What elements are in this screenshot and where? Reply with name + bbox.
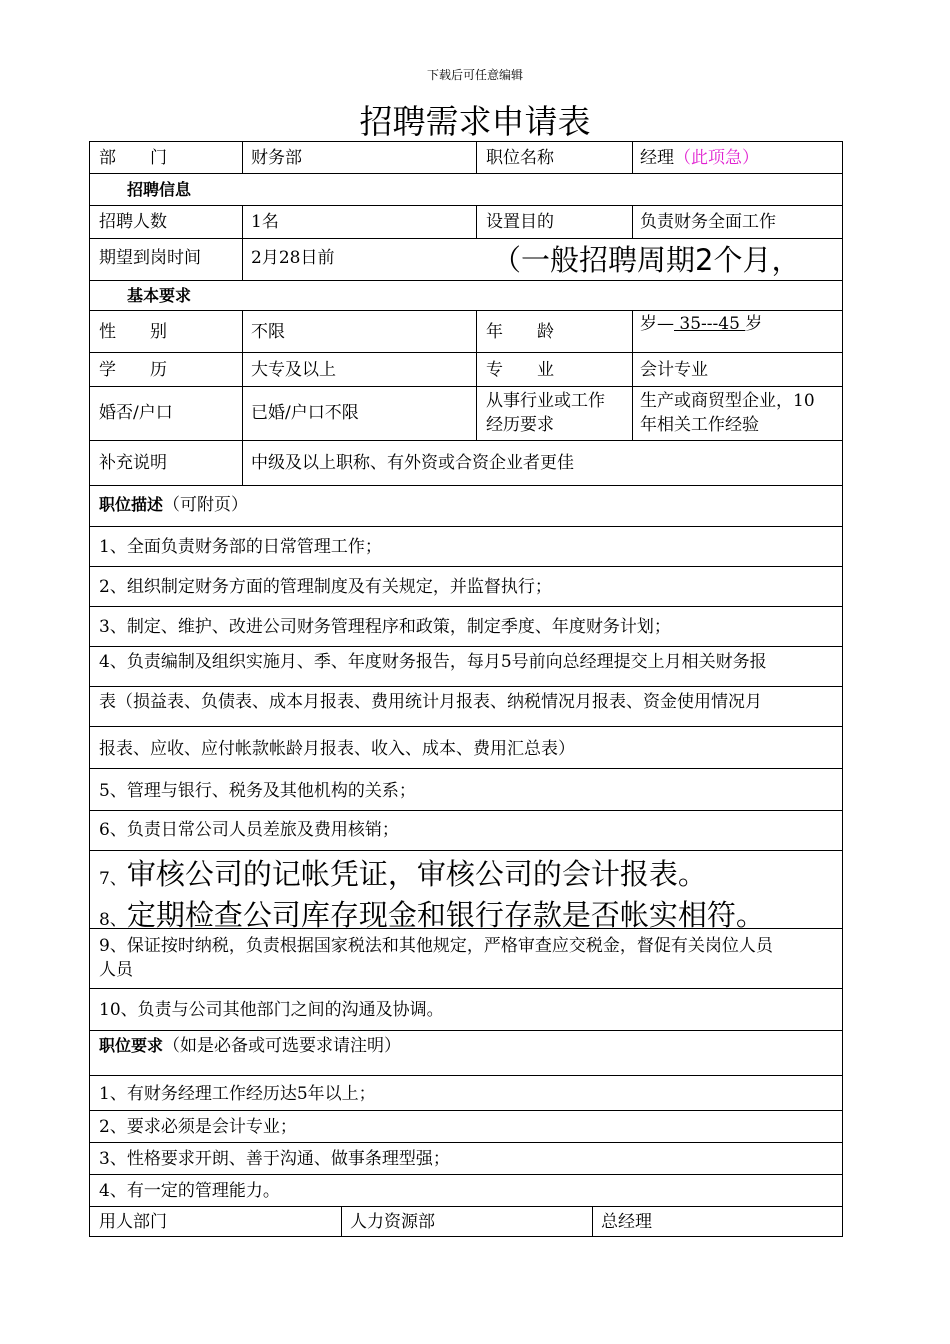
col-divider — [632, 205, 633, 238]
col-divider — [592, 1206, 593, 1237]
duty-item: 1、全面负责财务部的日常管理工作； — [99, 537, 382, 557]
duty-item: 2、组织制定财务方面的管理制度及有关规定，并监督执行； — [99, 577, 552, 597]
age-range: 35---45 — [674, 314, 746, 334]
row-divider — [89, 850, 843, 851]
row-divider — [89, 485, 843, 486]
requirement-item: 3、性格要求开朗、善于沟通、做事条理型强； — [99, 1149, 450, 1169]
gender-label: 性 别 — [99, 322, 167, 342]
row-divider — [89, 526, 843, 527]
dept-value: 财务部 — [251, 148, 302, 168]
row-divider — [89, 1142, 843, 1143]
row-divider — [89, 646, 843, 647]
section-recruit-info: 招聘信息 — [127, 180, 192, 199]
row-divider — [89, 352, 843, 353]
duty-7-text: 审核公司的记帐凭证，审核公司的会计报表。 — [126, 857, 707, 891]
signoff-general-manager: 总经理 — [601, 1212, 652, 1232]
form-table — [89, 141, 843, 1237]
count-value: 1名 — [251, 212, 279, 232]
row-divider — [89, 280, 843, 281]
job-requirements-title: 职位要求 — [99, 1036, 164, 1055]
row-divider — [89, 810, 843, 811]
duty-item: 报表、应收、应付帐款帐龄月报表、收入、成本、费用汇总表） — [99, 739, 575, 759]
section-job-description — [99, 493, 248, 517]
page-title: 招聘需求申请表 — [359, 102, 591, 141]
row-divider — [89, 726, 843, 727]
duty-item: 6、负责日常公司人员差旅及费用核销； — [99, 820, 399, 840]
age-suffix: 岁 — [745, 314, 763, 334]
col-divider — [242, 141, 243, 173]
requirement-item: 1、有财务经理工作经历达5年以上； — [99, 1084, 376, 1104]
job-description-title: 职位描述 — [99, 495, 164, 514]
duty-item-10: 10、负责与公司其他部门之间的沟通及协调。 — [99, 1000, 444, 1020]
duty-item-7 — [99, 856, 707, 899]
signoff-hr: 人力资源部 — [350, 1212, 435, 1232]
duty-7-number: 7、 — [99, 869, 127, 889]
row-divider — [89, 1075, 843, 1076]
signoff-hiring-dept: 用人部门 — [99, 1212, 167, 1232]
row-divider — [89, 238, 843, 239]
arrival-value: 2月28日前 — [251, 248, 335, 268]
age-label: 年 龄 — [486, 322, 554, 342]
job-requirements-note: （如是必备或可选要求请注明） — [163, 1036, 402, 1056]
marital-label: 婚否/户口 — [99, 403, 173, 423]
arrival-label: 期望到岗时间 — [99, 248, 201, 268]
row-divider — [89, 1174, 843, 1175]
experience-value-line1: 生产或商贸型企业，10 — [640, 391, 815, 411]
duty-item-9-line2: 人员 — [99, 960, 133, 980]
marital-value: 已婚/户口不限 — [251, 403, 359, 423]
col-divider — [242, 205, 243, 280]
urgent-note: （此项急） — [674, 148, 759, 168]
duty-item: 表（损益表、负债表、成本月报表、费用统计月报表、纳税情况月报表、资金使用情况月 — [99, 692, 762, 712]
row-divider — [89, 566, 843, 567]
section-basic-requirements: 基本要求 — [127, 286, 192, 305]
col-divider — [476, 205, 477, 238]
row-divider — [89, 1110, 843, 1111]
row-divider — [89, 386, 843, 387]
gender-value: 不限 — [251, 322, 285, 342]
col-divider — [341, 1206, 342, 1237]
purpose-value: 负责财务全面工作 — [640, 212, 776, 232]
education-label: 学 历 — [99, 360, 167, 380]
position-title: 经理 — [640, 148, 674, 168]
purpose-label: 设置目的 — [486, 212, 554, 232]
major-value: 会计专业 — [640, 360, 708, 380]
position-value — [640, 146, 759, 170]
col-divider — [476, 141, 477, 173]
job-description-note: （可附页） — [163, 495, 249, 515]
duty-item: 5、管理与银行、税务及其他机构的关系； — [99, 781, 416, 801]
experience-value-line2: 年相关工作经验 — [640, 415, 759, 435]
header-note: 下载后可任意编辑 — [426, 68, 523, 82]
count-label: 招聘人数 — [99, 212, 167, 232]
duty-8-text: 定期检查公司库存现金和银行存款是否帐实相符。 — [126, 898, 765, 932]
position-label: 职位名称 — [486, 148, 554, 168]
extra-value: 中级及以上职称、有外资或合资企业者更佳 — [251, 453, 574, 473]
arrival-note: （一般招聘周期2个月， — [492, 243, 801, 277]
age-value — [640, 312, 762, 336]
section-job-requirements — [99, 1034, 401, 1058]
extra-label: 补充说明 — [99, 453, 167, 473]
row-divider — [89, 440, 843, 441]
row-divider — [89, 988, 843, 989]
experience-label-line2: 经历要求 — [486, 415, 554, 435]
col-divider — [632, 310, 633, 440]
age-prefix: 岁— — [640, 314, 674, 334]
experience-label-line1: 从事行业或工作 — [486, 391, 605, 411]
row-divider — [89, 768, 843, 769]
requirement-item: 2、要求必须是会计专业； — [99, 1117, 297, 1137]
col-divider — [242, 310, 243, 485]
row-divider — [89, 606, 843, 607]
row-divider — [89, 310, 843, 311]
col-divider — [632, 141, 633, 173]
duty-item-9-line1: 9、保证按时纳税，负责根据国家税法和其他规定，严格审查应交税金，督促有关岗位人员 — [99, 936, 773, 956]
row-divider — [89, 205, 843, 206]
major-label: 专 业 — [486, 360, 554, 380]
dept-label: 部 门 — [99, 148, 167, 168]
education-value: 大专及以上 — [251, 360, 336, 380]
col-divider — [476, 310, 477, 440]
duty-item: 4、负责编制及组织实施月、季、年度财务报告，每月5号前向总经理提交上月相关财务报 — [99, 652, 767, 672]
duty-8-number: 8、 — [99, 910, 127, 930]
row-divider — [89, 173, 843, 174]
requirement-item: 4、有一定的管理能力。 — [99, 1181, 280, 1201]
duty-item: 3、制定、维护、改进公司财务管理程序和政策，制定季度、年度财务计划； — [99, 617, 671, 637]
row-divider — [89, 686, 843, 687]
row-divider — [89, 1206, 843, 1207]
row-divider — [89, 1030, 843, 1031]
